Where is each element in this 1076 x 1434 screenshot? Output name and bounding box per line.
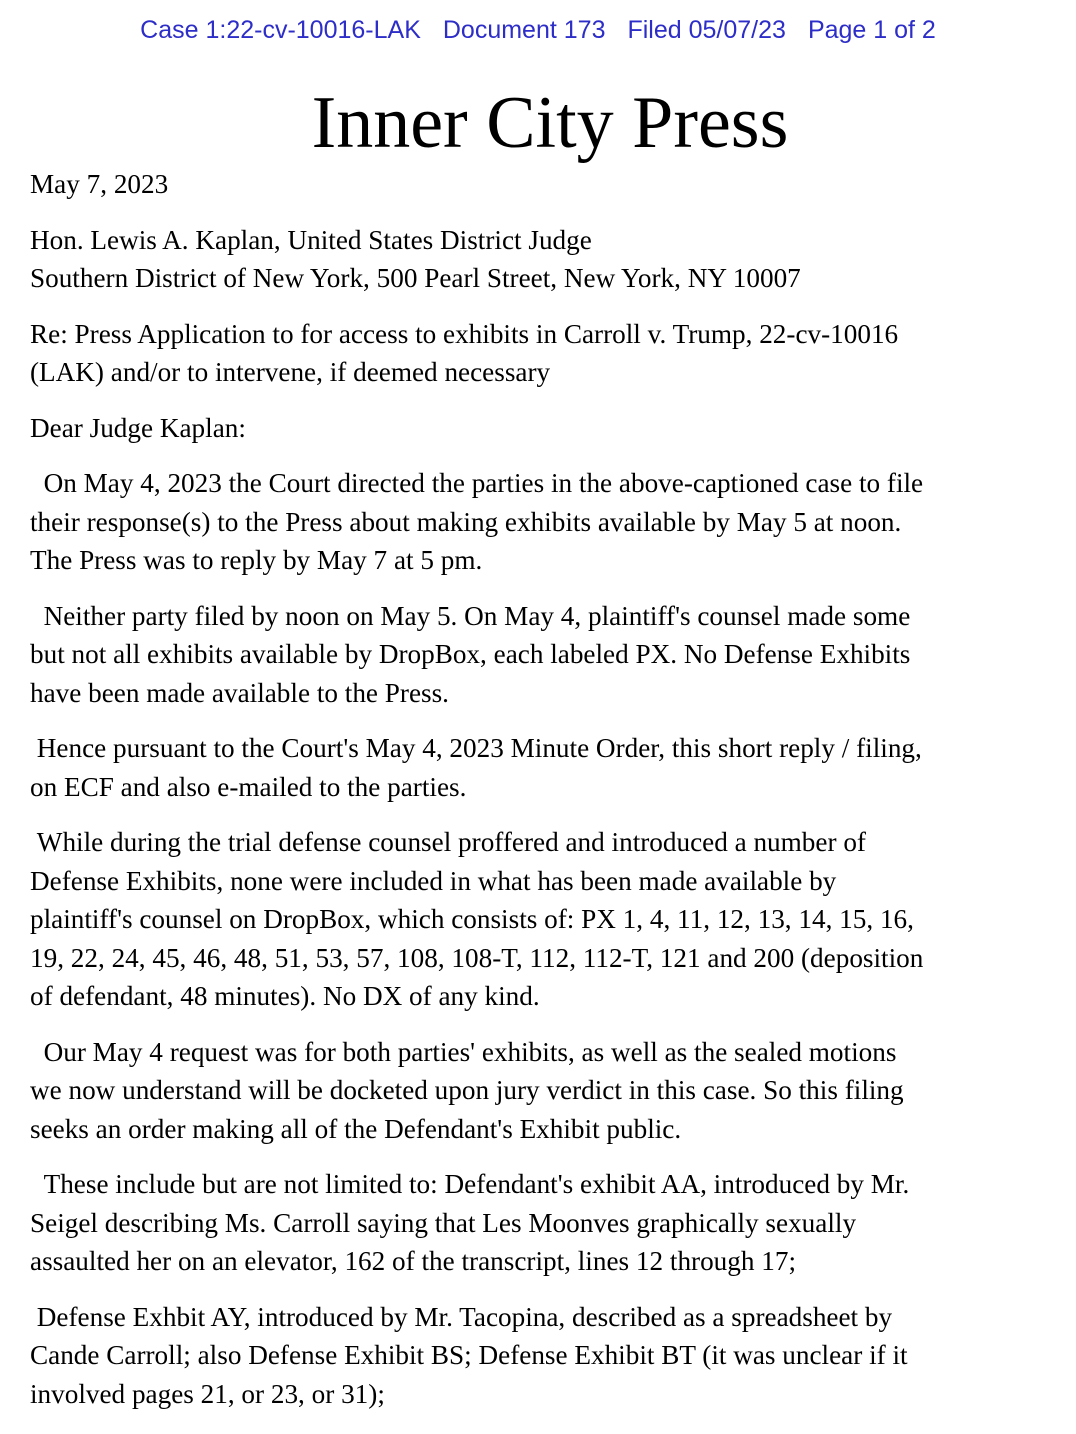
- paragraph-line: assaulted her on an elevator, 162 of the transcript, lines 12 through 17;: [30, 1246, 797, 1276]
- paragraph-line: While during the trial defense counsel proffered and introduced a number of: [30, 827, 866, 857]
- addressee-line: Southern District of New York, 500 Pearl Street, New York, NY 10007: [30, 263, 801, 293]
- paragraph: [30, 729, 1070, 806]
- paragraph-line: their response(s) to the Press about making exhibits available by May 5 at noon.: [30, 506, 902, 537]
- paragraph-line: The Press was to reply by May 7 at 5 pm.: [30, 545, 483, 575]
- re-line: [30, 315, 1070, 392]
- paragraph-line: Cande Carroll; also Defense Exhibit BS; Defense Exhibit BT (it was unclear if it: [30, 1340, 908, 1370]
- paragraph-line: Neither party filed by noon on May 5. On May 4, plaintiff's counsel made some: [30, 600, 911, 631]
- paragraph: [30, 1298, 1070, 1414]
- paragraph-line: Defense Exhibits, none were included in what has been made available by: [30, 865, 837, 896]
- masthead: Inner City Press: [311, 82, 789, 164]
- paragraph: [30, 1165, 1070, 1281]
- paragraph-line: These include but are not limited to: Defendant's exhibit AA, introduced by Mr.: [30, 1169, 910, 1199]
- addressee-line: Hon. Lewis A. Kaplan, United States District Judge: [30, 224, 592, 255]
- ecf-header: [0, 16, 1076, 45]
- paragraph-line: involved pages 21, or 23, or 31);: [30, 1378, 385, 1409]
- paragraph-line: seeks an order making all of the Defendant's Exhibit public.: [30, 1113, 682, 1144]
- paragraph-line: 19, 22, 24, 45, 46, 48, 51, 53, 57, 108, 108-T, 112, 112-T, 121 and 200 (deposition: [30, 942, 924, 973]
- paragraph: [30, 597, 1070, 713]
- paragraph-line: have been made available to the Press.: [30, 677, 449, 708]
- re-line-text: Re: Press Application to for access to exhibits in Carroll v. Trump, 22-cv-10016: [30, 318, 899, 349]
- addressee-block: [30, 221, 1070, 298]
- letter-body: [30, 165, 1070, 1430]
- paragraph: [30, 464, 1070, 580]
- paragraph-line: on ECF and also e-mailed to the parties.: [30, 771, 467, 802]
- paragraph-line: we now understand will be docketed upon jury verdict in this case. So this filing: [30, 1075, 904, 1105]
- paragraph-line: of defendant, 48 minutes). No DX of any kind.: [30, 981, 540, 1011]
- re-line-text: (LAK) and/or to intervene, if deemed necessary: [30, 357, 551, 387]
- paragraph-line: Defense Exhbit AY, introduced by Mr. Tacopina, described as a spreadsheet by: [30, 1301, 893, 1332]
- paragraph-line: On May 4, 2023 the Court directed the parties in the above-captioned case to file: [30, 468, 924, 498]
- document-number: Document 173: [442, 16, 606, 44]
- letter-date: May 7, 2023: [30, 169, 169, 199]
- paragraph: [30, 823, 1070, 1016]
- filed-date: Filed 05/07/23: [627, 16, 786, 44]
- paragraph-line: Our May 4 request was for both parties' exhibits, as well as the sealed motions: [30, 1036, 897, 1067]
- paragraph-line: but not all exhibits available by DropBox, each labeled PX. No Defense Exhibits: [30, 639, 911, 669]
- paragraph-line: plaintiff's counsel on DropBox, which consists of: PX 1, 4, 11, 12, 13, 14, 15, 16,: [30, 904, 914, 934]
- paragraph: [30, 1033, 1070, 1149]
- paragraph-line: Seigel describing Ms. Carroll saying that Les Moonves graphically sexually: [30, 1207, 857, 1238]
- paragraph-line: Hence pursuant to the Court's May 4, 2023 Minute Order, this short reply / filing,: [30, 733, 922, 763]
- salutation: Dear Judge Kaplan:: [30, 412, 246, 443]
- page-indicator: Page 1 of 2: [807, 16, 936, 44]
- case-number: Case 1:22-cv-10016-LAK: [140, 16, 421, 44]
